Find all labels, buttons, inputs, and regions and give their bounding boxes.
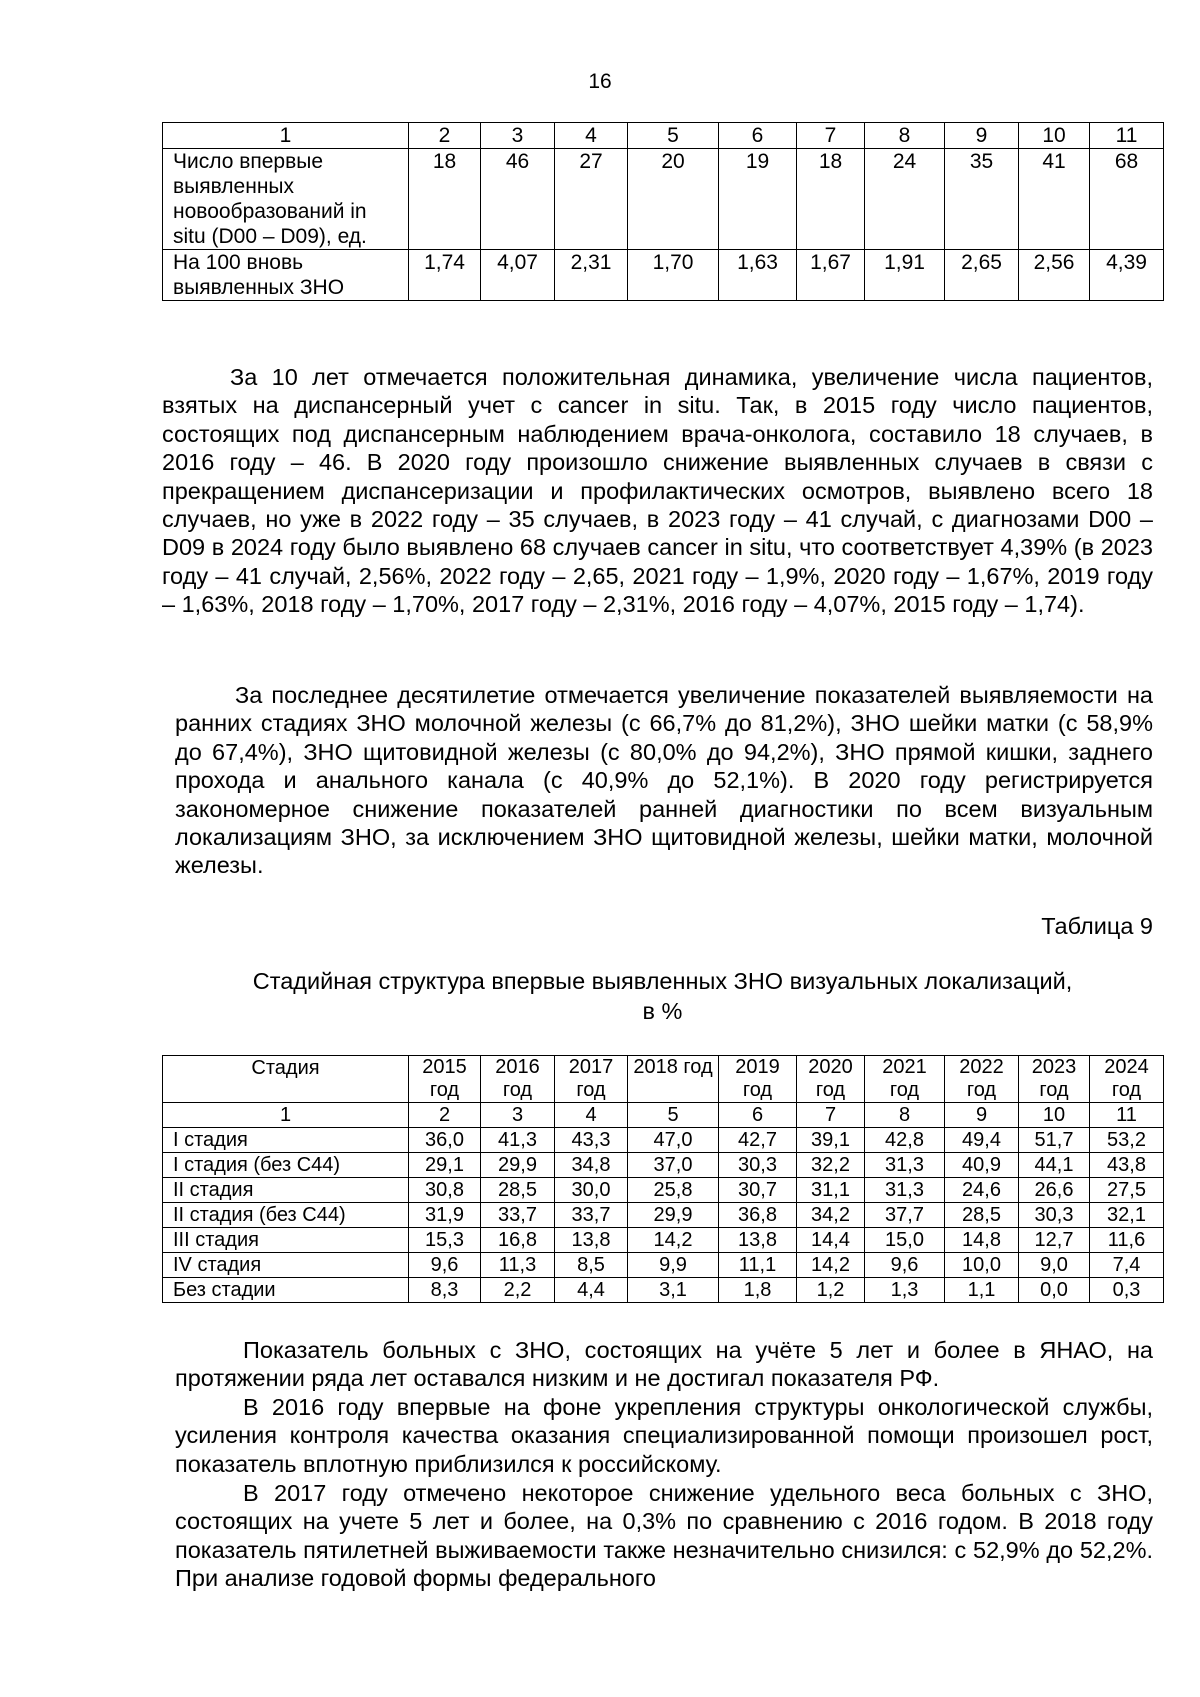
table-number-row [163, 1103, 1164, 1128]
table-cell: 4,39 [1090, 250, 1164, 301]
table-cell: 19 [719, 149, 797, 250]
column-number: 10 [1019, 1103, 1090, 1128]
year-column-header: 2020 год [797, 1056, 865, 1103]
table-cell: 20 [628, 149, 719, 250]
table-cell: 36,0 [409, 1128, 481, 1153]
table-cell: 32,1 [1090, 1203, 1164, 1228]
paragraph-2016-growth: В 2016 году впервые на фоне укрепления структуры онкологической службы, усиления контроля качества оказания специализированной помощи произошел рост, показатель вплотную приблизился к российскому. [175, 1394, 1153, 1477]
table-cell: 14,8 [945, 1228, 1019, 1253]
table-cell: 8,3 [409, 1278, 481, 1303]
year-column-header: 2018 год [628, 1056, 719, 1103]
table-row [163, 149, 1164, 250]
table-cell: 53,2 [1090, 1128, 1164, 1153]
table-cell: 44,1 [1019, 1153, 1090, 1178]
table-cell: 18 [797, 149, 865, 250]
table-cell: 33,7 [555, 1203, 628, 1228]
table-cell: 9,6 [865, 1253, 945, 1278]
table-cell: 34,2 [797, 1203, 865, 1228]
row-label: Без стадии [163, 1278, 409, 1303]
column-number: 2 [409, 1103, 481, 1128]
year-column-header: 2022 год [945, 1056, 1019, 1103]
page-number: 16 [588, 70, 612, 93]
table-cell: 43,8 [1090, 1153, 1164, 1178]
table-cell: 0,0 [1019, 1278, 1090, 1303]
table-cell: 1,63 [719, 250, 797, 301]
table-cell: 29,9 [481, 1153, 555, 1178]
column-number: 2 [409, 123, 481, 149]
column-number: 9 [945, 123, 1019, 149]
table-cell: 26,6 [1019, 1178, 1090, 1203]
year-column-header: 2016 год [481, 1056, 555, 1103]
table-cell: 31,3 [865, 1178, 945, 1203]
column-number: 8 [865, 1103, 945, 1128]
year-column-header: 2019 год [719, 1056, 797, 1103]
row-label: На 100 вновь выявленных ЗНО [163, 250, 409, 301]
table-cell: 24 [865, 149, 945, 250]
table-cell: 1,8 [719, 1278, 797, 1303]
column-number: 11 [1090, 123, 1164, 149]
column-number: 1 [163, 123, 409, 149]
table-cell: 14,2 [628, 1228, 719, 1253]
table-title [162, 966, 1163, 1026]
column-number: 3 [481, 123, 555, 149]
column-number: 5 [628, 1103, 719, 1128]
table-cell: 2,65 [945, 250, 1019, 301]
table-cell: 1,91 [865, 250, 945, 301]
column-number: 10 [1019, 123, 1090, 149]
table-row [163, 1153, 1164, 1178]
table-cell: 30,3 [1019, 1203, 1090, 1228]
stage-column-header: Стадия [163, 1056, 409, 1103]
table-title-line: в % [642, 998, 683, 1024]
table-cell: 1,67 [797, 250, 865, 301]
stage-structure-table [162, 1055, 1164, 1303]
table-cell: 3,1 [628, 1278, 719, 1303]
column-number: 5 [628, 123, 719, 149]
table-cell: 11,6 [1090, 1228, 1164, 1253]
table-cell: 42,7 [719, 1128, 797, 1153]
paragraph-early-detection: За последнее десятилетие отмечается увеличение показателей выявляемости на ранних стадиях ЗНО молочной железы (с 66,7% до 81,2%), ЗНО шейки матки (с 58,9% до 67,4%), ЗНО щитовидной железы (с 80,0% до 94,2%), ЗНО прямой кишки, заднего прохода и анального канала (с 40,9% до 52,1%). В 2020 году регистрируется закономерное снижение показателей ранней диагностики по всем визуальным локализациям ЗНО, за исключением ЗНО щитовидной железы, шейки матки, молочной железы. [175, 682, 1153, 879]
table-cell: 14,4 [797, 1228, 865, 1253]
table-cell: 29,1 [409, 1153, 481, 1178]
paragraph-2017-decline: В 2017 году отмечено некоторое снижение удельного веса больных с ЗНО, состоящих на учете 5 лет и более, на 0,3% по сравнению с 2016 годом. В 2018 году показатель пятилетней выживаемости также незначительно снизился: с 52,9% до 52,2%. При анализе годовой формы федерального [175, 1480, 1153, 1592]
table-cell: 27 [555, 149, 628, 250]
column-number: 7 [797, 123, 865, 149]
year-column-header: 2015 год [409, 1056, 481, 1103]
row-label: IV стадия [163, 1253, 409, 1278]
year-column-header: 2017 год [555, 1056, 628, 1103]
row-label: Число впервые выявленных новообразований in situ (D00 – D09), ед. [163, 149, 409, 250]
table-cell: 28,5 [481, 1178, 555, 1203]
table-cell: 31,3 [865, 1153, 945, 1178]
column-number: 11 [1090, 1103, 1164, 1128]
table-cell: 7,4 [1090, 1253, 1164, 1278]
paragraph-cancer-in-situ: За 10 лет отмечается положительная динамика, увеличение числа пациентов, взятых на диспансерный учет с cancer in situ. Так, в 2015 году число пациентов, состоящих под диспансерным наблюдением врача-онколога, составило 18 случаев, в 2016 году – 46. В 2020 году произошло снижение выявленных случаев в связи с прекращением диспансеризации и профилактических осмотров, выявлено всего 18 случаев, но уже в 2022 году – 35 случаев, в 2023 году – 41 случай, с диагнозами D00 – D09 в 2024 году было выявлено 68 случаев cancer in situ, что соответствует 4,39% (в 2023 году – 41 случай, 2,56%, 2022 году – 2,65, 2021 году – 1,9%, 2020 году – 1,67%, 2019 году – 1,63%, 2018 году – 1,70%, 2017 году – 2,31%, 2016 году – 4,07%, 2015 году – 1,74). [162, 364, 1153, 618]
row-label: II стадия (без С44) [163, 1203, 409, 1228]
table-header-row [163, 123, 1164, 149]
table-cell: 31,1 [797, 1178, 865, 1203]
table-cell: 29,9 [628, 1203, 719, 1228]
table-row [163, 1278, 1164, 1303]
table-cell: 9,9 [628, 1253, 719, 1278]
table-row [163, 1128, 1164, 1153]
table-cell: 14,2 [797, 1253, 865, 1278]
year-column-header: 2021 год [865, 1056, 945, 1103]
table-cell: 15,3 [409, 1228, 481, 1253]
table-cell: 30,3 [719, 1153, 797, 1178]
table-cell: 35 [945, 149, 1019, 250]
column-number: 6 [719, 1103, 797, 1128]
table-cell: 11,1 [719, 1253, 797, 1278]
paragraph-five-year-indicator: Показатель больных с ЗНО, состоящих на учёте 5 лет и более в ЯНАО, на протяжении ряда лет оставался низким и не достигал показателя РФ. [175, 1337, 1153, 1392]
table-cell: 25,8 [628, 1178, 719, 1203]
table-cell: 2,31 [555, 250, 628, 301]
table-cell: 13,8 [555, 1228, 628, 1253]
table-cell: 24,6 [945, 1178, 1019, 1203]
year-column-header: 2024 год [1090, 1056, 1164, 1103]
column-number: 7 [797, 1103, 865, 1128]
table-cell: 41 [1019, 149, 1090, 250]
table-cell: 51,7 [1019, 1128, 1090, 1153]
table-cell: 68 [1090, 149, 1164, 250]
column-number: 6 [719, 123, 797, 149]
table-cell: 30,8 [409, 1178, 481, 1203]
table-cell: 18 [409, 149, 481, 250]
table-cell: 49,4 [945, 1128, 1019, 1153]
row-label: I стадия (без С44) [163, 1153, 409, 1178]
table-cell: 1,1 [945, 1278, 1019, 1303]
stage-table-body [163, 1128, 1164, 1303]
table-cell: 1,70 [628, 250, 719, 301]
column-number: 1 [163, 1103, 409, 1128]
column-number: 4 [555, 123, 628, 149]
year-column-header: 2023 год [1019, 1056, 1090, 1103]
column-number: 9 [945, 1103, 1019, 1128]
table-cell: 28,5 [945, 1203, 1019, 1228]
table-cell: 30,0 [555, 1178, 628, 1203]
table-cell: 8,5 [555, 1253, 628, 1278]
table-cell: 47,0 [628, 1128, 719, 1153]
table-cell: 4,4 [555, 1278, 628, 1303]
table-cell: 12,7 [1019, 1228, 1090, 1253]
table-cell: 43,3 [555, 1128, 628, 1153]
table-cell: 31,9 [409, 1203, 481, 1228]
table-row [163, 1178, 1164, 1203]
table-cell: 32,2 [797, 1153, 865, 1178]
table-cell: 1,74 [409, 250, 481, 301]
table-row [163, 1253, 1164, 1278]
table-cell: 37,0 [628, 1153, 719, 1178]
table-cell: 0,3 [1090, 1278, 1164, 1303]
table-row [163, 250, 1164, 301]
table-cell: 40,9 [945, 1153, 1019, 1178]
column-number: 8 [865, 123, 945, 149]
table-title-line: Стадийная структура впервые выявленных ЗНО визуальных локализаций, [252, 968, 1073, 994]
table-cell: 10,0 [945, 1253, 1019, 1278]
table-cell: 33,7 [481, 1203, 555, 1228]
table-cell: 42,8 [865, 1128, 945, 1153]
table-cell: 1,2 [797, 1278, 865, 1303]
table-cell: 4,07 [481, 250, 555, 301]
table-cell: 41,3 [481, 1128, 555, 1153]
table-cell: 2,56 [1019, 250, 1090, 301]
table-row [163, 1228, 1164, 1253]
table-cell: 13,8 [719, 1228, 797, 1253]
row-label: III стадия [163, 1228, 409, 1253]
table-number-caption: Таблица 9 [1041, 913, 1153, 939]
table-cell: 30,7 [719, 1178, 797, 1203]
table-row [163, 1203, 1164, 1228]
table-cell: 2,2 [481, 1278, 555, 1303]
table-cell: 46 [481, 149, 555, 250]
table-cell: 34,8 [555, 1153, 628, 1178]
table-header-row [163, 1056, 1164, 1103]
table-cell: 9,6 [409, 1253, 481, 1278]
table-cell: 9,0 [1019, 1253, 1090, 1278]
table-cell: 27,5 [1090, 1178, 1164, 1203]
table-cell: 36,8 [719, 1203, 797, 1228]
column-number: 3 [481, 1103, 555, 1128]
table-cell: 39,1 [797, 1128, 865, 1153]
table-cell: 11,3 [481, 1253, 555, 1278]
row-label: I стадия [163, 1128, 409, 1153]
table-cell: 16,8 [481, 1228, 555, 1253]
table-cell: 15,0 [865, 1228, 945, 1253]
table-cell: 1,3 [865, 1278, 945, 1303]
in-situ-table [162, 122, 1164, 301]
column-number: 4 [555, 1103, 628, 1128]
row-label: II стадия [163, 1178, 409, 1203]
table-cell: 37,7 [865, 1203, 945, 1228]
